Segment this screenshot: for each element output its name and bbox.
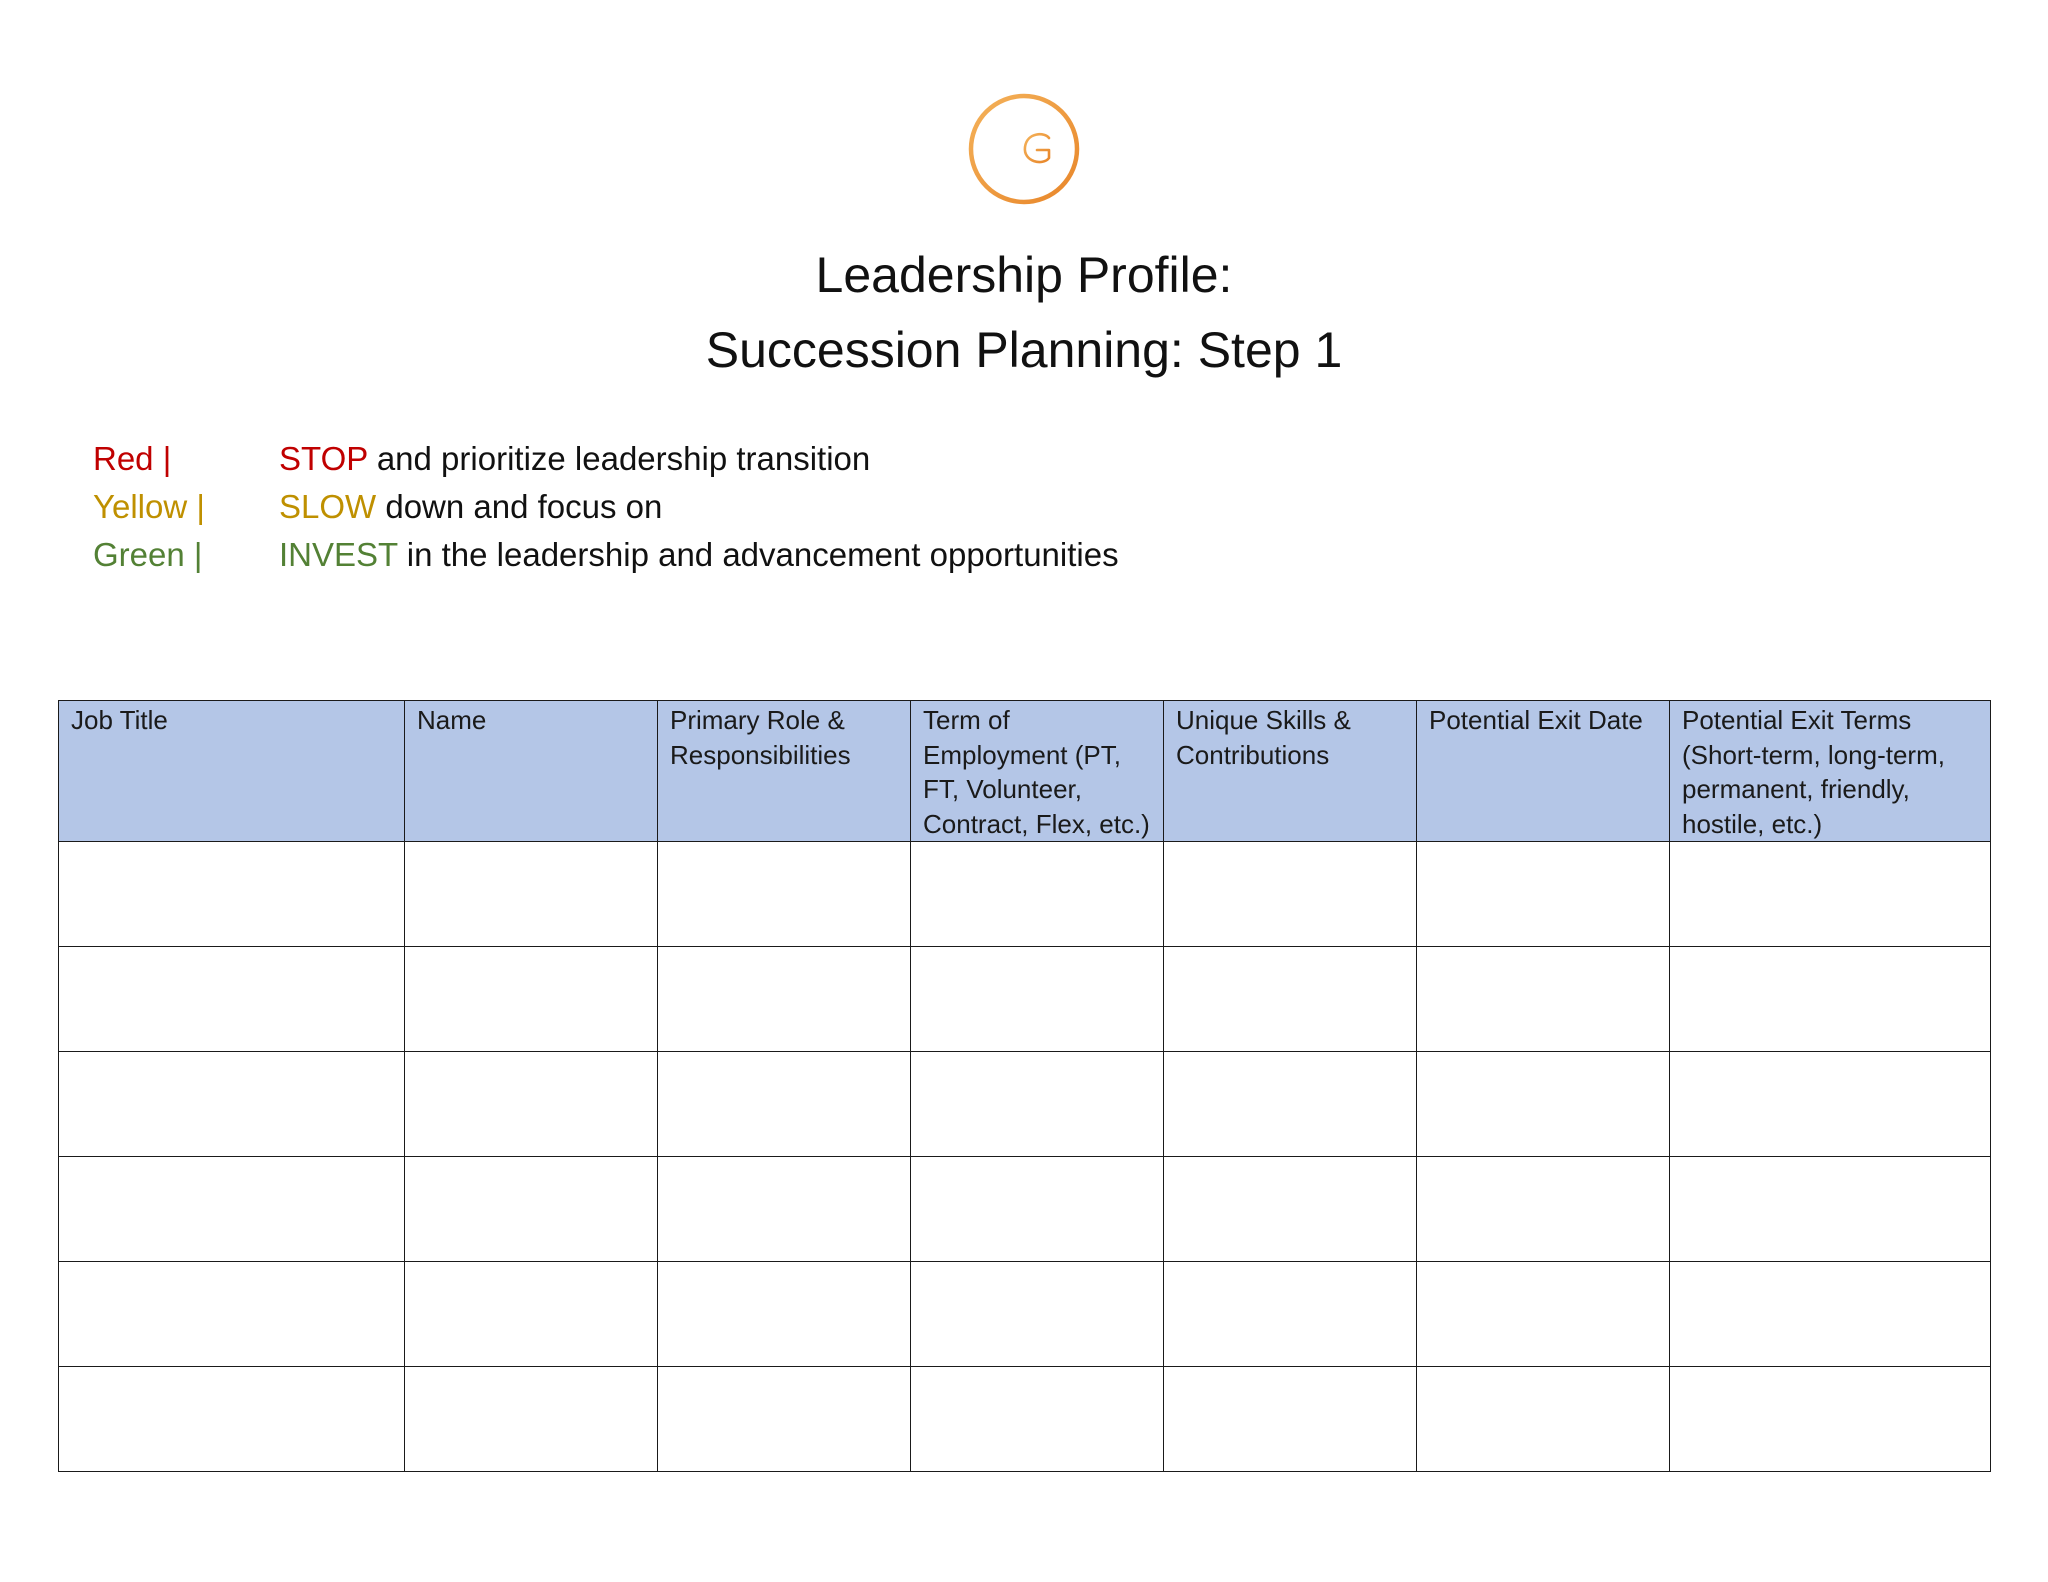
- legend-keyword: STOP: [279, 440, 368, 477]
- table-cell[interactable]: [1417, 1262, 1670, 1367]
- table-cell[interactable]: [1164, 1262, 1417, 1367]
- table-cell[interactable]: [1417, 947, 1670, 1052]
- table-row: [59, 1262, 1991, 1367]
- table-cell[interactable]: [1670, 1367, 1991, 1472]
- table-row: [59, 842, 1991, 947]
- table-cell[interactable]: [911, 1052, 1164, 1157]
- legend-color-label: Green |: [93, 536, 203, 573]
- table-cell[interactable]: [658, 947, 911, 1052]
- legend-color-label: Yellow |: [93, 488, 205, 525]
- table-cell[interactable]: [1164, 842, 1417, 947]
- table-cell[interactable]: [658, 1052, 911, 1157]
- table-cell[interactable]: [1164, 947, 1417, 1052]
- legend-keyword: INVEST: [279, 536, 398, 573]
- column-header-exit-terms: Potential Exit Terms (Short-term, long-term, permanent, friendly, hostile, etc.): [1670, 701, 1991, 842]
- column-header-primary-role: Primary Role & Responsibilities: [658, 701, 911, 842]
- column-header-name: Name: [405, 701, 658, 842]
- page-title: [0, 238, 2048, 388]
- table-cell[interactable]: [1670, 1262, 1991, 1367]
- legend-row-green: [93, 531, 1119, 579]
- legend-row-yellow: [93, 483, 1119, 531]
- table-cell[interactable]: [1670, 1157, 1991, 1262]
- table-cell[interactable]: [59, 1052, 405, 1157]
- table-cell[interactable]: [911, 842, 1164, 947]
- table-cell[interactable]: [658, 1157, 911, 1262]
- succession-planning-table: [58, 700, 1991, 1472]
- table-cell[interactable]: [1417, 842, 1670, 947]
- table-cell[interactable]: [658, 842, 911, 947]
- table-header-row: [59, 701, 1991, 842]
- fg-logo: [967, 92, 1081, 206]
- table-cell[interactable]: [1164, 1157, 1417, 1262]
- table-cell[interactable]: [59, 1157, 405, 1262]
- table-cell[interactable]: [405, 842, 658, 947]
- legend-text: in the leadership and advancement opportunities: [397, 536, 1119, 573]
- table-cell[interactable]: [1164, 1367, 1417, 1472]
- legend-row-red: [93, 435, 1119, 483]
- table-cell[interactable]: [405, 1052, 658, 1157]
- legend-color-label: Red |: [93, 440, 172, 477]
- column-header-unique-skills: Unique Skills & Contributions: [1164, 701, 1417, 842]
- table-row: [59, 1367, 1991, 1472]
- legend-text: and prioritize leadership transition: [367, 440, 871, 477]
- table-cell[interactable]: [1670, 947, 1991, 1052]
- table-cell[interactable]: [1417, 1157, 1670, 1262]
- table-cell[interactable]: [59, 842, 405, 947]
- legend-description: [279, 531, 1119, 579]
- title-line-2: Succession Planning: Step 1: [705, 322, 1343, 378]
- table-row: [59, 1157, 1991, 1262]
- table-cell[interactable]: [1417, 1367, 1670, 1472]
- title-line-1: Leadership Profile:: [815, 247, 1233, 303]
- legend-description: [279, 435, 870, 483]
- table-cell[interactable]: [59, 1367, 405, 1472]
- table-cell[interactable]: [405, 947, 658, 1052]
- table-cell[interactable]: [59, 947, 405, 1052]
- table-row: [59, 947, 1991, 1052]
- table-cell[interactable]: [1164, 1052, 1417, 1157]
- column-header-term-of-employment: Term of Employment (PT, FT, Volunteer, Contract, Flex, etc.): [911, 701, 1164, 842]
- table-cell[interactable]: [1670, 1052, 1991, 1157]
- table-cell[interactable]: [405, 1262, 658, 1367]
- table-cell[interactable]: [911, 1157, 1164, 1262]
- color-legend: [93, 435, 1119, 579]
- table-cell[interactable]: [1670, 842, 1991, 947]
- table-cell[interactable]: [405, 1157, 658, 1262]
- column-header-exit-date: Potential Exit Date: [1417, 701, 1670, 842]
- table-cell[interactable]: [658, 1367, 911, 1472]
- table-cell[interactable]: [911, 947, 1164, 1052]
- table-cell[interactable]: [911, 1262, 1164, 1367]
- table-row: [59, 1052, 1991, 1157]
- legend-text: down and focus on: [376, 488, 663, 525]
- column-header-job-title: Job Title: [59, 701, 405, 842]
- table-cell[interactable]: [658, 1262, 911, 1367]
- table-cell[interactable]: [59, 1262, 405, 1367]
- legend-description: [279, 483, 662, 531]
- table-cell[interactable]: [911, 1367, 1164, 1472]
- table-cell[interactable]: [1417, 1052, 1670, 1157]
- table-body: [59, 842, 1991, 1472]
- legend-keyword: SLOW: [279, 488, 377, 525]
- table-cell[interactable]: [405, 1367, 658, 1472]
